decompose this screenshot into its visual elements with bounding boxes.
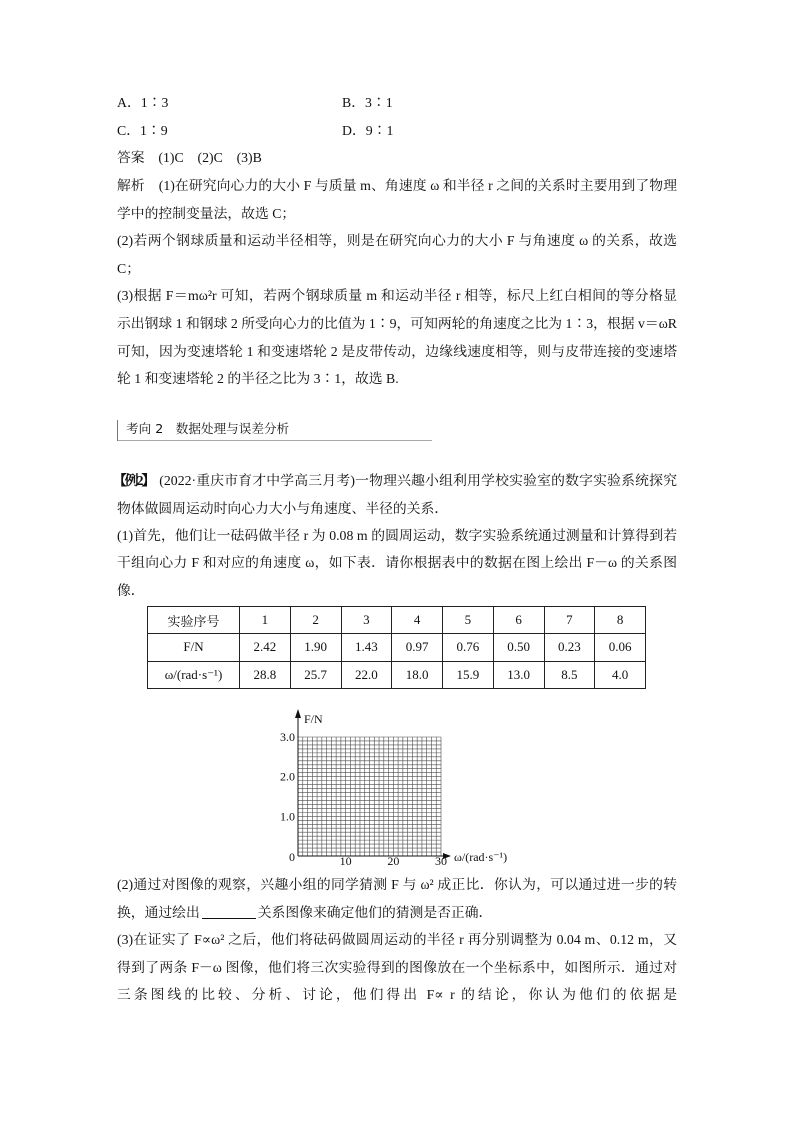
section-title: 考向 2 数据处理与误差分析: [126, 421, 290, 436]
table-header-cell: 8: [595, 607, 646, 634]
analysis-line: 学中的控制变量法，故选 C；: [117, 205, 296, 221]
table-cell: 1.90: [290, 634, 341, 661]
table-cell: 8.5: [544, 661, 595, 688]
section-bar: [117, 420, 118, 441]
table-row-force: [148, 634, 646, 661]
table-row-omega: [148, 661, 646, 688]
table-cell: 22.0: [341, 661, 392, 688]
y-tick-label: 2.0: [280, 769, 295, 784]
y-axis-arrow-icon: [295, 709, 301, 718]
table-header-cell: 6: [493, 607, 544, 634]
answer-blank: [202, 904, 256, 919]
example-tag: 【例2】: [113, 473, 154, 489]
table-cell: 1.43: [341, 634, 392, 661]
analysis-line: (3)根据 F＝mω²r 可知，若两个钢球质量 m 和运动半径 r 相等，标尺上红白相间的等分格显: [117, 288, 677, 304]
table-header-cell: 7: [544, 607, 595, 634]
analysis-line: 解析 (1)在研究向心力的大小 F 与质量 m、角速度 ω 和半径 r 之间的关系时主要用到了物理: [117, 177, 677, 193]
example-intro-line: [113, 467, 677, 494]
origin-label: 0: [289, 850, 295, 864]
option-b: B．3∶1: [342, 95, 393, 111]
table-cell: 0.97: [392, 634, 443, 661]
table-cell: 0.06: [595, 634, 646, 661]
example-intro-line: 物体做圆周运动时向心力大小与角速度、半径的关系．: [117, 500, 449, 516]
answer-analysis-block: [117, 89, 677, 393]
questions-block: [117, 871, 677, 1009]
question-3-line: (3)在证实了 F∝ω² 之后，他们将砝码做圆周运动的半径 r 再分别调整为 0.04 m、0.12 m，又: [117, 932, 677, 948]
table-cell: 4.0: [595, 661, 646, 688]
table-cell: 0.76: [443, 634, 494, 661]
table-row-label: ω/(rad·s⁻¹): [148, 661, 240, 688]
table-cell: 13.0: [493, 661, 544, 688]
data-table: [147, 606, 646, 689]
example-intro-text: (2022·重庆市育才中学高三月考)一物理兴趣小组利用学校实验室的数字实验系统探究: [159, 473, 677, 489]
table-header-cell: 5: [443, 607, 494, 634]
option-c: C．1∶9: [117, 122, 168, 138]
table-cell: 25.7: [290, 661, 341, 688]
y-tick-label: 3.0: [280, 730, 295, 744]
table-header-cell: 1: [240, 607, 291, 634]
table-cell: 0.23: [544, 634, 595, 661]
x-tick-label: 10: [339, 854, 352, 868]
option-d: D．9∶1: [342, 122, 394, 138]
section-header: [117, 417, 432, 441]
options-row-cd: [117, 117, 677, 145]
table-header-row: [148, 607, 646, 634]
question-1-line: (1)首先，他们让一砝码做半径 r 为 0.08 m 的圆周运动，数字实验系统通过测量和计算得到若: [117, 527, 677, 543]
question-1-line: 像．: [117, 582, 145, 598]
question-3-line: 得到了两条 F－ω 图像，他们将三次实验得到的图像放在一个坐标系中，如图所示．通过对: [117, 959, 677, 975]
analysis-line: 可知，因为变速塔轮 1 和变速塔轮 2 是皮带传动，边缘线速度相等，则与皮带连接的变速塔: [117, 343, 677, 359]
grid: [298, 737, 441, 856]
question-2-line: (2)通过对图像的观察，兴趣小组的同学猜测 F 与 ω² 成正比．你认为，可以通过进一步的转: [117, 877, 677, 893]
question-2-text-after: 关系图像来确定他们的猜测是否正确．: [257, 904, 493, 920]
analysis-line: 示出钢球 1 和钢球 2 所受向心力的比值为 1∶9，可知两轮的角速度之比为 1∶3，根据 v＝ωR: [117, 315, 677, 331]
table-row-label: F/N: [148, 634, 240, 661]
example-block: [113, 467, 677, 603]
y-axis-label: F/N: [304, 712, 323, 726]
analysis-line: 轮 1 和变速塔轮 2 的半径之比为 3∶1，故选 B.: [117, 371, 399, 387]
table-cell: 28.8: [240, 661, 291, 688]
x-tick-label: 20: [387, 854, 400, 868]
table-header-cell: 2: [290, 607, 341, 634]
answer-line: 答案 (1)C (2)C (3)B: [117, 150, 262, 166]
question-1-line: 干组向心力 F 和对应的角速度 ω，如下表．请你根据表中的数据在图上绘出 F－ω 的关系图: [117, 555, 677, 571]
table-header-cell: 4: [392, 607, 443, 634]
x-tick-label: 30: [435, 854, 447, 868]
analysis-line: (2)若两个钢球质量和运动半径相等，则是在研究向心力的大小 F 与角速度 ω 的关系，故选: [117, 233, 677, 249]
f-omega-graph: [260, 700, 540, 870]
question-3-line: 三条图线的比较、分析、讨论，他们得出 F∝ r 的结论，你认为他们的依据是: [117, 987, 677, 1003]
options-row-ab: [117, 89, 677, 117]
y-tick-label: 1.0: [280, 809, 295, 824]
x-axis-label: ω/(rad·s⁻¹): [454, 850, 508, 864]
option-a: A．1∶3: [117, 95, 169, 111]
table-header-cell: 3: [341, 607, 392, 634]
analysis-line: C；: [117, 260, 140, 276]
table-cell: 15.9: [443, 661, 494, 688]
table-cell: 18.0: [392, 661, 443, 688]
question-2-text-before: 换，通过绘出: [117, 904, 200, 920]
table-header-cell: 实验序号: [148, 607, 240, 634]
question-2-line: [117, 899, 677, 927]
table-cell: 0.50: [493, 634, 544, 661]
table-cell: 2.42: [240, 634, 291, 661]
